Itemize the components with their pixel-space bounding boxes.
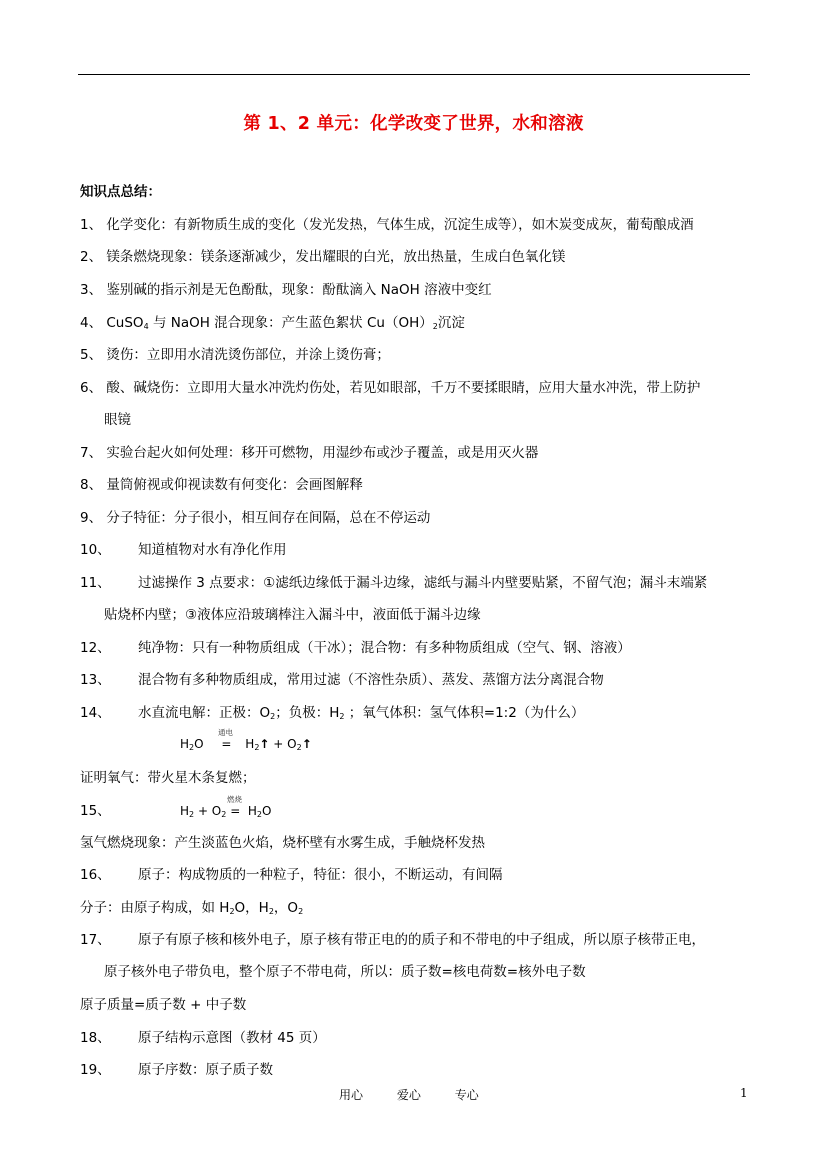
item-19-num: 19、 xyxy=(80,1062,111,1078)
header-rule xyxy=(78,74,750,75)
eq1-arrow: ↑ xyxy=(259,737,270,751)
page-number: 1 xyxy=(740,1086,748,1100)
item-18-num: 18、 xyxy=(80,1030,111,1046)
footer-word-3: 专心 xyxy=(454,1088,479,1102)
page-title: 第 1、2 单元：化学改变了世界，水和溶液 xyxy=(243,114,584,134)
item-16-text: 原子：构成物质的一种粒子，特征：很小，不断运动，有间隔 xyxy=(138,867,503,883)
eq2-condition: 燃烧 xyxy=(227,795,242,804)
eq1-r1: H xyxy=(245,737,255,751)
item-19 xyxy=(80,1061,273,1079)
eq1-plus: + O xyxy=(269,737,297,751)
oxygen-test: 证明氧气：带火星木条复燃； xyxy=(80,770,256,786)
item-13-text: 混合物有多种物质组成，常用过滤（不溶性杂质）、蒸发、蒸馏方法分离混合物 xyxy=(138,672,604,688)
section-title: 知识点总结： xyxy=(80,184,161,200)
molecule-s1: 2 xyxy=(229,907,235,916)
eq2-c: H xyxy=(247,804,257,818)
item-9: 9、 分子特征：分子很小，相互间存在间隔，总在不停运动 xyxy=(80,510,431,526)
item-13-num: 13、 xyxy=(80,672,111,688)
item-3: 3、 鉴别碱的指示剂是无色酚酞，现象：酚酞滴入 NaOH 溶液中变红 xyxy=(80,282,492,298)
eq2-asub: 2 xyxy=(189,810,195,819)
item-4-sub2: 2 xyxy=(432,322,438,331)
molecule-s2: 2 xyxy=(268,907,274,916)
molecule-a: 分子：由原子构成，如 H xyxy=(80,900,230,916)
eq1-lsub: 2 xyxy=(189,743,195,752)
hydrogen-burning: 氢气燃烧现象：产生淡蓝色火焰，烧杯壁有水雾生成，手触烧杯发热 xyxy=(80,835,485,851)
eq2-csub: 2 xyxy=(256,810,263,819)
item-12-text: 纯净物：只有一种物质组成（干冰）；混合物：有多种物质组成（空气、钢、溶液） xyxy=(138,640,631,656)
eq2-bsub: 2 xyxy=(221,810,227,819)
eq1-r2sub: 2 xyxy=(296,743,302,752)
item-17 xyxy=(80,931,705,949)
footer-word-1: 用心 xyxy=(339,1088,364,1102)
eq2-a: H xyxy=(180,804,190,818)
eq1-lhs: H xyxy=(180,737,190,751)
item-14 xyxy=(80,704,584,726)
item-6-cont: 眼镜 xyxy=(104,412,131,428)
item-12 xyxy=(80,639,631,657)
eq2-op: = xyxy=(230,804,241,818)
item-4-sub1: 4 xyxy=(143,322,149,331)
item-10-text: 知道植物对水有净化作用 xyxy=(138,542,287,558)
item-14-s2: 2 xyxy=(339,712,345,721)
item-5: 5、 烫伤：立即用水清洗烫伤部位，并涂上烫伤膏； xyxy=(80,347,390,363)
item-12-num: 12、 xyxy=(80,640,111,656)
item-13 xyxy=(80,671,604,689)
eq1-op: = xyxy=(221,737,232,751)
item-4-post: 沉淀 xyxy=(437,315,465,331)
eq1-r1sub: 2 xyxy=(254,743,260,752)
molecule-c: ，O xyxy=(273,900,299,916)
item-4-mid: 与 NaOH 混合现象：产生蓝色絮状 Cu（OH） xyxy=(148,315,433,331)
item-2: 2、 镁条燃烧现象：镁条逐渐减少，发出耀眼的白光，放出热量，生成白色氧化镁 xyxy=(80,249,566,265)
item-14-num: 14、 xyxy=(80,705,111,721)
item-10 xyxy=(80,541,287,559)
item-14-a: 水直流电解：正极：O xyxy=(138,705,271,721)
eq1 xyxy=(180,737,312,752)
item-15-num: 15、 xyxy=(80,803,111,819)
item-11-text: 过滤操作 3 点要求：①滤纸边缘低于漏斗边缘，滤纸与漏斗内壁要贴紧，不留气泡；漏斗末端紧 xyxy=(138,575,708,591)
item-10-num: 10、 xyxy=(80,542,111,558)
item-11-num: 11、 xyxy=(80,575,111,591)
item-18 xyxy=(80,1029,326,1047)
eq2-b: + O xyxy=(194,804,222,818)
item-16 xyxy=(80,866,503,884)
item-14-s1: 2 xyxy=(270,712,276,721)
item-17-cont: 原子核外电子带负电，整个原子不带电荷，所以：质子数=核电荷数=核外电子数 xyxy=(104,964,586,980)
eq1-condition: 通电 xyxy=(218,728,233,737)
molecule-b: O，H xyxy=(234,900,269,916)
molecule-line xyxy=(80,899,303,921)
item-7: 7、 实验台起火如何处理：移开可燃物，用湿纱布或沙子覆盖，或是用灭火器 xyxy=(80,445,539,461)
item-8: 8、 量筒俯视或仰视读数有何变化：会画图解释 xyxy=(80,477,363,493)
atomic-mass: 原子质量=质子数 + 中子数 xyxy=(80,997,247,1013)
item-15 xyxy=(80,802,271,824)
item-11 xyxy=(80,574,707,592)
item-18-text: 原子结构示意图（教材 45 页） xyxy=(138,1030,326,1046)
item-6: 6、 酸、碱烧伤：立即用大量水冲洗灼伤处，若见如眼部，千万不要揉眼睛，应用大量水冲洗，带上防护 xyxy=(80,380,701,396)
item-16-num: 16、 xyxy=(80,867,111,883)
footer xyxy=(339,1086,509,1103)
item-14-b: ；负极：H xyxy=(275,705,340,721)
item-4 xyxy=(80,314,465,336)
eq1-arrow2: ↑ xyxy=(301,737,312,751)
item-1: 1、 化学变化：有新物质生成的变化（发光发热，气体生成，沉淀生成等），如木炭变成灰，葡萄酿成酒 xyxy=(80,217,694,233)
footer-word-2: 爱心 xyxy=(396,1088,421,1102)
molecule-s3: 2 xyxy=(298,907,304,916)
item-11-cont: 贴烧杯内壁；③液体应沿玻璃棒注入漏斗中，液面低于漏斗边缘 xyxy=(104,607,481,623)
item-17-text: 原子有原子核和核外电子，原子核有带正电的的质子和不带电的中子组成，所以原子核带正电， xyxy=(138,932,705,948)
item-4-pre: 4、 CuSO xyxy=(80,315,144,331)
item-17-num: 17、 xyxy=(80,932,111,948)
eq1-lhs2: O xyxy=(194,737,204,751)
item-19-text: 原子序数：原子质子数 xyxy=(138,1062,273,1078)
eq2-d: O xyxy=(262,804,272,818)
item-14-c: ；氧气体积：氢气体积=1:2（为什么） xyxy=(344,705,585,721)
